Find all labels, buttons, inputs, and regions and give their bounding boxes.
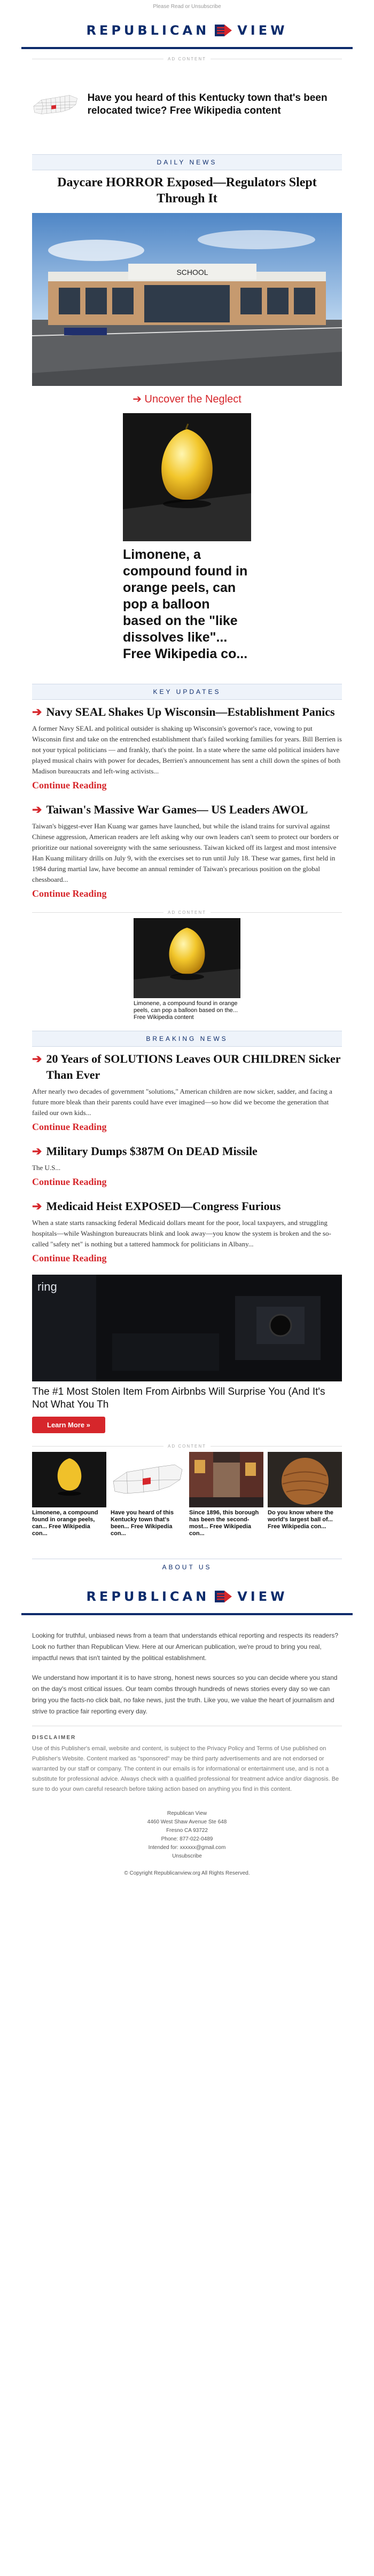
lemon-image bbox=[134, 918, 240, 998]
key-updates-heading: KEY UPDATES bbox=[32, 684, 342, 700]
ring-logo: ring bbox=[37, 1280, 57, 1293]
brand-right: VIEW bbox=[237, 1589, 288, 1604]
story-navy-seal bbox=[32, 704, 342, 791]
arrow-icon: ➔ bbox=[32, 803, 42, 816]
footer-city: Fresno CA 93722 bbox=[166, 1828, 208, 1834]
copyright: © Copyright Republicanview.org All Rights Reserved. bbox=[124, 1870, 250, 1876]
limonene-ad-small[interactable] bbox=[134, 918, 240, 1021]
about-paragraph: We understand how important it is to have strong, honest news sources so you can decide where you stand on the day's most critical issues. Our team combs through hundreds of news stories every day so we can bring you the facts-no click bait, no fake news, just the truth. Like you, we value the heart of journalism and strive to practice fair reporting every day. bbox=[32, 1674, 338, 1715]
map-thumb-icon bbox=[111, 1452, 185, 1507]
disclaimer-text: Use of this Publisher's email, website and content, is subject to the Privacy Policy and Terms of Use published on Publisher's Website. Content marked as "sponsored" may be third party advertisements and are not endorsed or warranted by our staff or company. The content in our emails is for informational or entertainment use, and is not a substitute for professional advice. Always check with a qualified professional for treatment advice and/or diagnosis. Be sure to do your own careful research before taking action based on anything you find in this content. bbox=[32, 1745, 339, 1792]
story-title[interactable]: 20 Years of SOLUTIONS Leaves OUR CHILDREN Sicker Than Ever bbox=[46, 1052, 341, 1081]
lemon-icon bbox=[134, 918, 240, 998]
uncover-neglect-link[interactable]: ➔ Uncover the Neglect bbox=[133, 393, 241, 405]
ad-label: AD CONTENT bbox=[32, 1444, 342, 1449]
story-body: Taiwan's biggest-ever Han Kuang war games have launched, but while the island trains for survival against Chinese aggression, American readers are left asking why our own leaders can't seem to protect our borders or prioritize our national sovereignty with the same seriousness. Taiwan kicked off its largest and most intensive Han Kuang military drills on July 9, with the exercises set to run until July 18. These war games, first held in 1984 during martial law, have become an annual reminder of Taiwan's precarious position on the global chessboard... bbox=[32, 822, 339, 883]
story-military bbox=[32, 1143, 342, 1188]
footer-address bbox=[0, 1809, 374, 1861]
disclaimer-heading: DISCLAIMER bbox=[32, 1735, 76, 1741]
continue-reading-link[interactable]: Continue Reading bbox=[32, 780, 107, 791]
flag-logo-icon bbox=[213, 21, 234, 39]
ball-thumb-icon bbox=[268, 1452, 342, 1507]
street-thumb-icon bbox=[189, 1452, 263, 1507]
story-body: When a state starts ransacking federal Medicaid dollars meant for the poor, local taxpayers, and struggling hospitals—while Washington bureaucrats blink and look away—you know the system is broken and the so-called "safety net" is nothing but a tattered hammock for politicians in Albany... bbox=[32, 1219, 331, 1248]
lemon-thumb-icon bbox=[32, 1452, 106, 1507]
about-text bbox=[32, 1630, 342, 1717]
top-links[interactable]: Please Read or Unsubscribe bbox=[153, 4, 221, 10]
continue-reading-link[interactable]: Continue Reading bbox=[32, 1253, 107, 1263]
footer-intended: Intended for: xxxxxx@gmail.com bbox=[148, 1845, 226, 1851]
ring-camera-image bbox=[32, 1275, 342, 1381]
footer-name: Republican View bbox=[167, 1811, 207, 1816]
lemon-image bbox=[123, 413, 251, 541]
ad-grid-item[interactable] bbox=[268, 1452, 342, 1537]
ad-grid-caption[interactable]: Since 1896, this borough has been the second-most... Free Wikipedia con... bbox=[189, 1510, 259, 1537]
about-us-heading: ABOUT US bbox=[32, 1559, 342, 1575]
header-divider bbox=[21, 47, 353, 49]
daily-news-heading: DAILY NEWS bbox=[32, 154, 342, 170]
arrow-icon: ➔ bbox=[32, 1199, 42, 1213]
ad-grid-item[interactable] bbox=[32, 1452, 106, 1537]
ring-ad-title[interactable]: The #1 Most Stolen Item From Airbnbs Will Surprise You (And It's Not What You Th bbox=[32, 1386, 325, 1410]
unsubscribe-link[interactable]: Unsubscribe bbox=[172, 1853, 202, 1859]
daycare-headline[interactable]: Daycare HORROR Exposed—Regulators Slept Through It bbox=[57, 176, 317, 206]
story-children bbox=[32, 1051, 342, 1133]
story-title[interactable]: Military Dumps $387M On DEAD Missile bbox=[46, 1144, 258, 1158]
kentucky-ad-text[interactable]: Have you heard of this Kentucky town that's been relocated twice? Free Wikipedia content bbox=[87, 92, 328, 116]
ad-grid-caption[interactable]: Limonene, a compound found in orange peels, can... Free Wikipedia con... bbox=[32, 1510, 98, 1537]
ad-label: AD CONTENT bbox=[32, 910, 342, 915]
disclaimer bbox=[32, 1726, 342, 1795]
story-headline[interactable] bbox=[32, 1143, 342, 1159]
footer-phone: Phone: 877-022-0489 bbox=[161, 1836, 213, 1842]
limonene-ad[interactable] bbox=[123, 413, 251, 662]
arrow-icon: ➔ bbox=[32, 1052, 42, 1065]
brand-logo-footer[interactable] bbox=[0, 1580, 374, 1613]
school-sign: SCHOOL bbox=[176, 268, 208, 276]
brand-logo[interactable] bbox=[0, 14, 374, 47]
ad-grid-caption[interactable]: Do you know where the world's largest ball of... Free Wikipedia con... bbox=[268, 1510, 333, 1530]
kentucky-map-icon bbox=[32, 75, 79, 134]
story-body: A former Navy SEAL and political outsider is shaking up Wisconsin's governor's race, vowing to put Wisconsin first and take on the entrenched establishment that's failed working families for years. Bill Berrien is not your typical politicians — and frankly, that's the point. In a state where the same old political insiders have played musical chairs with power for decades, Berrien's announcement has sent a chill down the spines of both Madison bureaucrats and left-wing activists... bbox=[32, 724, 342, 775]
limonene-caption[interactable]: Limonene, a compound found in orange peels, can pop a balloon based on the... Free Wikipedia content bbox=[134, 1000, 238, 1021]
breaking-news-heading: BREAKING NEWS bbox=[32, 1031, 342, 1047]
brand-left: REPUBLICAN bbox=[86, 23, 210, 38]
about-divider bbox=[21, 1613, 353, 1615]
ad-label: AD CONTENT bbox=[32, 57, 342, 61]
ad-grid bbox=[32, 1452, 342, 1537]
story-title[interactable]: Navy SEAL Shakes Up Wisconsin—Establishment Panics bbox=[46, 705, 335, 718]
brand-right: VIEW bbox=[237, 23, 288, 38]
brand-left: REPUBLICAN bbox=[86, 1589, 210, 1604]
ring-camera-icon bbox=[32, 1275, 342, 1381]
lemon-icon bbox=[123, 413, 251, 541]
limonene-caption[interactable]: Limonene, a compound found in orange peels, can pop a balloon based on the "like dissolves like"... Free Wikipedia co... bbox=[123, 547, 248, 661]
story-title[interactable]: Taiwan's Massive War Games— US Leaders AWOL bbox=[46, 803, 308, 816]
story-headline[interactable] bbox=[32, 1051, 342, 1083]
ad-grid-caption[interactable]: Have you heard of this Kentucky town that's been... Free Wikipedia con... bbox=[111, 1510, 174, 1537]
ad-grid-item[interactable] bbox=[111, 1452, 185, 1537]
story-medicaid bbox=[32, 1198, 342, 1264]
continue-reading-link[interactable]: Continue Reading bbox=[32, 888, 107, 899]
story-taiwan bbox=[32, 802, 342, 899]
story-title[interactable]: Medicaid Heist EXPOSED—Congress Furious bbox=[46, 1199, 281, 1213]
story-headline[interactable] bbox=[32, 1198, 342, 1214]
continue-reading-link[interactable]: Continue Reading bbox=[32, 1121, 107, 1132]
school-building-image[interactable] bbox=[32, 213, 342, 386]
story-body: The U.S... bbox=[32, 1164, 61, 1172]
flag-logo-icon bbox=[213, 1587, 234, 1606]
footer-address-line: 4460 West Shaw Avenue Ste 648 bbox=[147, 1819, 227, 1825]
about-paragraph: Looking for truthful, unbiased news from a team that understands ethical reporting and respects its readers? Look no further than Republican View. Here at our American publication, we're proud to bring you real, impactful news that isn't tainted by the political establishment. bbox=[32, 1632, 338, 1662]
ring-ad[interactable] bbox=[32, 1275, 342, 1433]
story-headline[interactable] bbox=[32, 704, 342, 720]
continue-reading-link[interactable]: Continue Reading bbox=[32, 1176, 107, 1187]
ad-grid-item[interactable] bbox=[189, 1452, 263, 1537]
story-headline[interactable] bbox=[32, 802, 342, 818]
kentucky-ad[interactable] bbox=[32, 65, 342, 145]
learn-more-button[interactable]: Learn More » bbox=[32, 1417, 105, 1433]
arrow-icon: ➔ bbox=[32, 1144, 42, 1158]
arrow-icon: ➔ bbox=[32, 705, 42, 718]
story-body: After nearly two decades of government "solutions," American children are now sicker, sadder, and facing a future more bleak than their parents could have ever imagined—so how did we become the generation that failed our own kids... bbox=[32, 1087, 332, 1117]
